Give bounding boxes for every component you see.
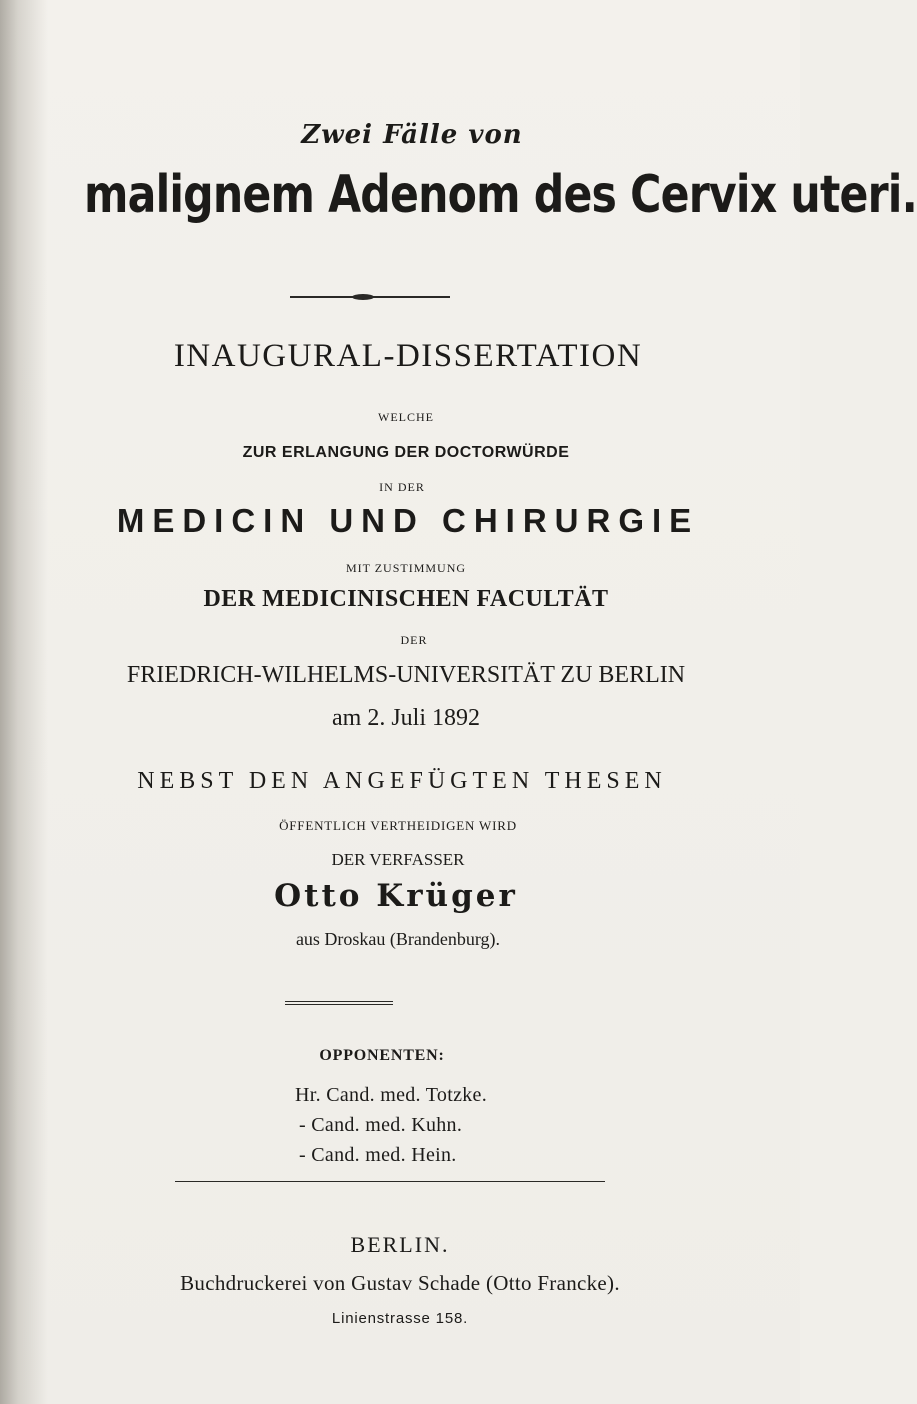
address-text: Linienstrasse 158.: [331, 1310, 469, 1327]
faculty-text: DER MEDICINISCHEN FACULTÄT: [203, 586, 609, 612]
in-der-text: IN DER: [379, 480, 425, 494]
field-heading: MEDICIN UND CHIRURGIE: [116, 502, 700, 539]
opponent-item: - Cand. med. Hein.: [299, 1144, 457, 1166]
printer-text: Buchdruckerei von Gustav Schade (Otto Francke).: [180, 1271, 620, 1295]
theses-heading: NEBST DEN ANGEFÜGTEN THESEN: [137, 768, 667, 794]
city-text: BERLIN.: [350, 1232, 450, 1257]
opponents-heading: OPPONENTEN:: [319, 1047, 445, 1064]
der-text: DER: [400, 633, 428, 647]
consent-text: MIT ZUSTIMMUNG: [345, 561, 467, 575]
ornamental-rule: [290, 296, 450, 298]
divider-rule: [175, 1181, 605, 1182]
university-text: FRIEDRICH-WILHELMS-UNIVERSITÄT ZU BERLIN: [126, 662, 686, 688]
author-label: DER VERFASSER: [331, 850, 465, 869]
double-rule: [285, 1001, 393, 1005]
title-line-1: Zwei Fälle von: [301, 120, 523, 150]
welche-text: WELCHE: [378, 410, 434, 424]
date-text: am 2. Juli 1892: [332, 705, 480, 731]
opponent-item: Hr. Cand. med. Totzke.: [295, 1084, 488, 1106]
opponent-item: - Cand. med. Kuhn.: [299, 1114, 463, 1136]
opponents-list: [295, 1080, 595, 1170]
defend-text: ÖFFENTLICH VERTHEIDIGEN WIRD: [279, 818, 517, 833]
dissertation-heading: INAUGURAL-DISSERTATION: [173, 338, 643, 374]
author-origin: aus Droskau (Brandenburg).: [295, 929, 501, 949]
author-name: Otto Krüger: [274, 878, 518, 914]
purpose-text: ZUR ERLANGUNG DER DOCTORWÜRDE: [242, 444, 570, 461]
main-title: malignem Adenom des Cervix uteri.: [84, 165, 917, 225]
